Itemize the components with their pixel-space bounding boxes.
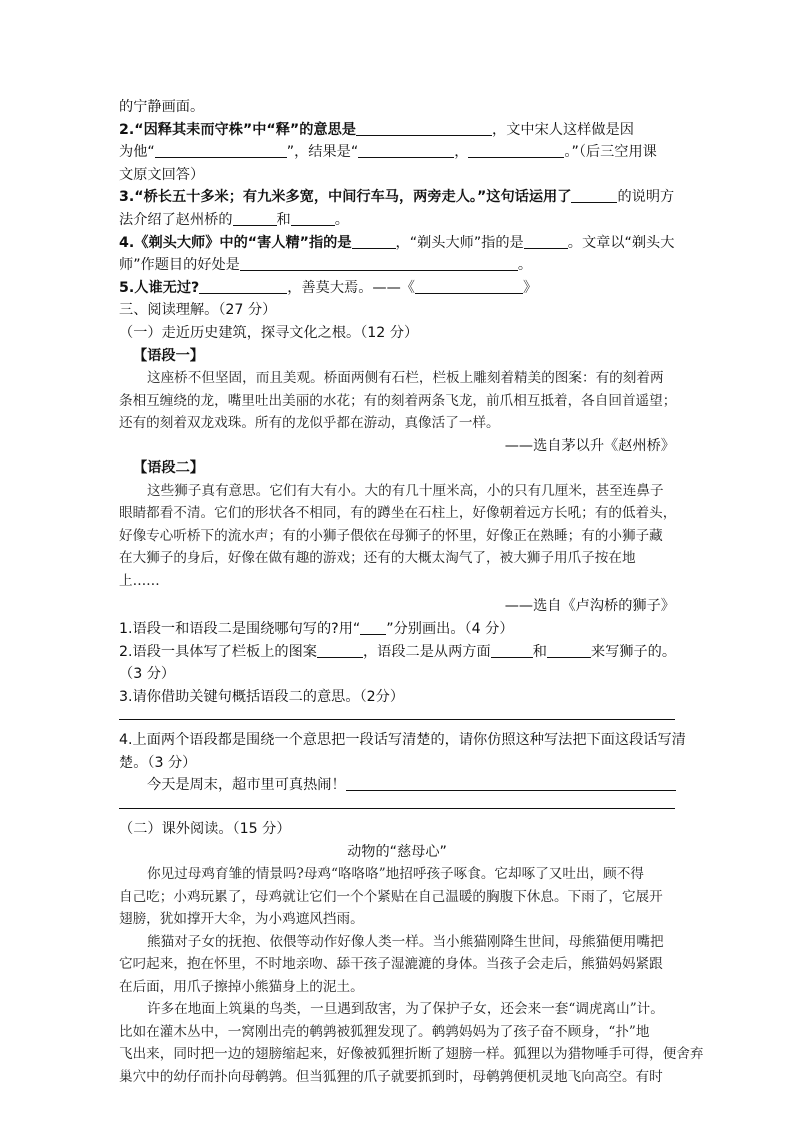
text: ”，结果是“ xyxy=(286,144,359,161)
answer-blank[interactable] xyxy=(317,643,363,658)
answer-blank[interactable] xyxy=(291,211,335,226)
text: 还有的刻着双龙戏珠。所有的龙似乎都在游动，真像活了一样。 xyxy=(119,415,500,432)
text-line xyxy=(119,96,675,119)
text: 巢穴中的幼仔而扑向母鹌鹑。但当狐狸的爪子就要抓到时，母鹌鹑便机灵地飞向高空。有时 xyxy=(119,1068,663,1085)
text: 三、阅读理解。（27 分） xyxy=(119,302,277,319)
text: （3 分） xyxy=(119,666,176,683)
answer-blank[interactable] xyxy=(415,279,523,294)
text: 翅膀，犹如撑开大伞，为小鸡遮风挡雨。 xyxy=(119,911,364,928)
answer-blank[interactable] xyxy=(468,143,564,158)
text: 为他“ xyxy=(119,144,155,161)
text: 4.《剃头大师》中的“害人精”指的是 xyxy=(119,234,352,251)
passage-line xyxy=(119,502,675,525)
text: 熊猫对子女的抚抱、依偎等动作好像人类一样。当小熊猫刚降生世间，母熊猫便用嘴把 xyxy=(147,933,664,950)
reading-question-4 xyxy=(119,729,686,752)
answer-blank[interactable] xyxy=(240,256,518,271)
text: 3.请你借助关键句概括语段二的意思。（2分） xyxy=(119,688,405,705)
text: 你见过母鸡育雏的情景吗?母鸡“咯咯咯”地招呼孩子啄食。它却啄了又吐出，顾不得 xyxy=(147,866,644,883)
subsection-heading xyxy=(119,322,675,345)
text: 的宁静画面。 xyxy=(119,99,205,115)
article-line xyxy=(119,931,675,954)
text: 许多在地面上筑巢的鸟类，一旦遇到敌害，为了保护子女，还会来一套“调虎离山”计。 xyxy=(147,1001,664,1018)
reading-question-4-prompt xyxy=(119,774,675,797)
answer-blank[interactable] xyxy=(233,211,277,226)
article-line xyxy=(119,863,675,886)
text: 3.“桥长五十多米；有九米多宽，中间行车马，两旁走人。”这句话运用了 xyxy=(119,189,572,206)
article-line xyxy=(119,908,675,931)
text: 2.语段一具体写了栏板上的图案 xyxy=(119,643,317,660)
text: 2.“因释其耒而守株”中“释”的意思是 xyxy=(119,121,356,138)
text: ——选自《卢沟桥的狮子》 xyxy=(504,598,675,615)
answer-line[interactable] xyxy=(119,807,675,809)
question-4-cont xyxy=(119,254,675,277)
text: 在大狮子的身后，好像在做有趣的游戏；还有的大概太淘气了，被大狮子用爪子按在地 xyxy=(119,550,636,567)
passage-label xyxy=(119,457,675,480)
text: 飞出来，同时把一边的翅膀缩起来，好像被狐狸折断了翅膀一样。狐狸以为猎物唾手可得，便舍弃 xyxy=(119,1046,704,1063)
question-2 xyxy=(119,119,675,142)
article-line xyxy=(119,976,675,999)
text: （一）走近历史建筑，探寻文化之根。（12 分） xyxy=(119,324,419,341)
reading-question-4-cont xyxy=(119,752,675,775)
passage-label xyxy=(119,345,675,368)
answer-line[interactable] xyxy=(119,718,675,720)
passage-line xyxy=(119,390,675,413)
article-line xyxy=(119,1021,675,1044)
passage-line xyxy=(119,480,675,503)
text: 和 xyxy=(532,643,547,660)
text: 这些狮子真有意思。它们有大有小。大的有几十厘米高，小的只有几厘米，甚至连鼻子 xyxy=(147,482,664,499)
text: 它叼起来，抱在怀里，不时地亲吻、舔干孩子湿漉漉的身体。当孩子会走后，熊猫妈妈紧跟 xyxy=(119,956,663,973)
text: 。”（后三空用课 xyxy=(564,144,657,161)
reading-question-2-cont xyxy=(119,663,675,686)
text: ，文中宋人这样做是因 xyxy=(492,121,634,138)
text: 。 xyxy=(334,211,349,228)
question-2-cont xyxy=(119,141,675,164)
article-line xyxy=(119,998,675,1021)
answer-blank[interactable] xyxy=(491,643,533,658)
text: 【语段二】 xyxy=(133,460,204,477)
text: ——选自茅以升《赵州桥》 xyxy=(504,437,675,454)
article-title xyxy=(119,841,675,864)
text: ，善莫大焉。——《 xyxy=(287,279,415,296)
question-5 xyxy=(119,277,675,300)
answer-blank[interactable] xyxy=(199,279,287,294)
answer-blank[interactable] xyxy=(358,143,454,158)
text: ，“剃头大师”指的是 xyxy=(395,234,524,251)
passage-line xyxy=(119,525,675,548)
text: 4.上面两个语段都是围绕一个意思把一段话写清楚的，请你仿照这种写法把下面这段话写清 xyxy=(119,732,686,749)
text: 。文章以“剃头大 xyxy=(567,234,675,251)
text: ， xyxy=(454,144,469,161)
text: 5.人谁无过? xyxy=(119,279,200,296)
answer-blank[interactable] xyxy=(352,234,396,249)
article-line xyxy=(119,1066,675,1089)
answer-blank[interactable] xyxy=(356,121,492,136)
text: 这座桥不但坚固，而且美观。桥面两侧有石栏，栏板上雕刻着精美的图案：有的刻着两 xyxy=(147,370,664,387)
passage-source xyxy=(119,595,675,618)
text: 自己吃；小鸡玩累了，母鸡就让它们一个个紧贴在自己温暖的胸腹下休息。下雨了，它展开 xyxy=(119,888,663,905)
passage-source xyxy=(119,435,675,458)
text: 来写狮子的。 xyxy=(590,643,677,660)
text: 和 xyxy=(276,211,291,228)
passage-line xyxy=(119,570,675,593)
answer-blank[interactable] xyxy=(547,643,591,658)
question-3-cont xyxy=(119,209,675,232)
answer-blank[interactable] xyxy=(571,188,617,203)
passage-line xyxy=(119,547,675,570)
passage-line xyxy=(119,412,675,435)
text: 好像专心听桥下的流水声；有的小狮子偎依在母狮子的怀里，好像正在熟睡；有的小狮子藏 xyxy=(119,527,663,544)
text: （二）课外阅读。（15 分） xyxy=(119,821,291,838)
text: 师”作题目的好处是 xyxy=(119,257,240,274)
reading-question-3 xyxy=(119,686,675,709)
section-heading xyxy=(119,299,675,322)
text: 动物的“慈母心” xyxy=(347,843,447,860)
passage-line xyxy=(119,367,675,390)
answer-blank[interactable] xyxy=(346,776,676,791)
text: 的说明方 xyxy=(617,189,675,206)
text: 楚。（3 分） xyxy=(119,754,197,771)
answer-blank[interactable] xyxy=(524,234,568,249)
answer-blank[interactable] xyxy=(360,620,386,635)
question-3 xyxy=(119,186,675,209)
text: 。 xyxy=(517,257,533,274)
answer-blank[interactable] xyxy=(155,143,287,158)
text: 》 xyxy=(522,279,538,296)
text: 眼睛都看不清。它们的形状各不相同，有的蹲坐在石柱上，好像朝着远方长吼；有的低着头， xyxy=(119,505,677,522)
text: ，语段二是从两方面 xyxy=(362,643,491,660)
text: ”分别画出。（4 分） xyxy=(386,620,514,637)
text: 【语段一】 xyxy=(133,347,204,364)
subsection-heading xyxy=(119,818,675,841)
text: 法介绍了赵州桥的 xyxy=(119,211,233,228)
article-line xyxy=(119,953,675,976)
worksheet-page xyxy=(119,96,704,1088)
reading-question-2 xyxy=(119,641,675,664)
text: 1.语段一和语段二是围绕哪句写的?用“ xyxy=(119,620,361,637)
text: 今天是周末，超市里可真热闹！ xyxy=(147,777,346,794)
article-line xyxy=(119,1043,704,1066)
text: 比如在灌木丛中，一窝刚出壳的鹌鹑被狐狸发现了。鹌鹑妈妈为了孩子奋不顾身，“扑”地 xyxy=(119,1023,650,1040)
article-line xyxy=(119,886,675,909)
text: 上…… xyxy=(119,572,160,589)
reading-question-1 xyxy=(119,618,675,641)
question-2-cont xyxy=(119,164,675,187)
text: 条相互缠绕的龙，嘴里吐出美丽的水花；有的刻着两条飞龙，前爪相互抵着，各自回首遥望； xyxy=(119,392,677,409)
question-4 xyxy=(119,232,675,255)
text: 在后面，用爪子擦掉小熊猫身上的泥土。 xyxy=(119,978,364,995)
text: 文原文回答） xyxy=(119,166,205,183)
